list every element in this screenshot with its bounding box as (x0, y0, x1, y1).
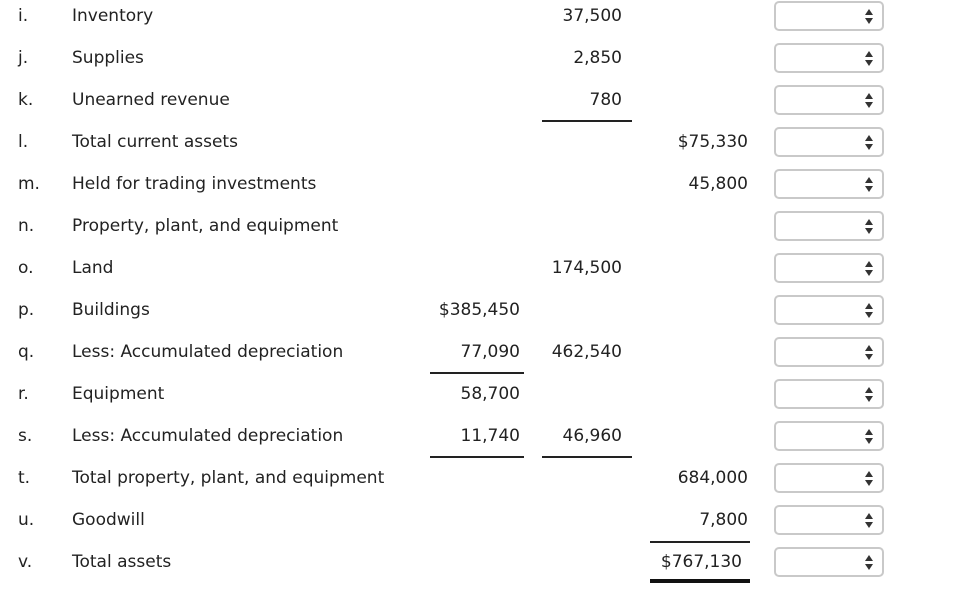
amount-col2: 174,500 (551, 258, 622, 278)
select-arrows-icon (865, 387, 874, 403)
amount-col3 (640, 210, 748, 252)
row-letter: o. (18, 258, 34, 278)
amount-col2: 46,960 (562, 426, 622, 446)
row-letter: q. (18, 342, 35, 362)
amount-col3 (640, 336, 748, 378)
subtotal-rule (542, 456, 632, 458)
row-label: Supplies (72, 48, 144, 68)
classification-dropdown[interactable] (774, 85, 884, 115)
classification-dropdown[interactable] (774, 337, 884, 367)
amount-col1 (420, 210, 520, 252)
select-arrows-icon (865, 345, 874, 361)
table-row (0, 0, 976, 42)
select-arrows-icon (865, 513, 874, 529)
amount-col3: 45,800 (688, 174, 748, 194)
select-arrows-icon (865, 261, 874, 277)
row-label: Land (72, 258, 114, 278)
row-label: Goodwill (72, 510, 145, 530)
select-arrows-icon (865, 219, 874, 235)
amount-col3 (640, 84, 748, 126)
amount-col1 (420, 42, 520, 84)
amount-col3 (640, 0, 748, 42)
row-label: Less: Accumulated depreciation (72, 342, 344, 362)
table-row (0, 252, 976, 294)
table-row (0, 84, 976, 126)
amount-col3 (640, 378, 748, 420)
amount-col1 (420, 168, 520, 210)
row-letter: s. (18, 426, 33, 446)
row-letter: l. (18, 132, 29, 152)
classification-dropdown[interactable] (774, 295, 884, 325)
amount-col2 (530, 378, 622, 420)
classification-dropdown[interactable] (774, 421, 884, 451)
row-letter: p. (18, 300, 35, 320)
classification-dropdown[interactable] (774, 379, 884, 409)
amount-col2 (530, 126, 622, 168)
amount-col3: 684,000 (677, 468, 748, 488)
classification-dropdown[interactable] (774, 127, 884, 157)
select-arrows-icon (865, 303, 874, 319)
select-arrows-icon (865, 177, 874, 193)
amount-col2 (530, 546, 622, 588)
row-letter: i. (18, 6, 29, 26)
amount-col1 (420, 546, 520, 588)
amount-col1 (420, 0, 520, 42)
amount-col1: 58,700 (460, 384, 520, 404)
table-row (0, 504, 976, 546)
amount-col1 (420, 84, 520, 126)
amount-col1 (420, 126, 520, 168)
row-letter: j. (18, 48, 29, 68)
row-label: Held for trading investments (72, 174, 317, 194)
row-label: Unearned revenue (72, 90, 230, 110)
amount-col3 (640, 294, 748, 336)
select-arrows-icon (865, 429, 874, 445)
amount-col2: 780 (589, 90, 622, 110)
row-letter: u. (18, 510, 35, 530)
amount-col2: 37,500 (562, 6, 622, 26)
amount-col1 (420, 252, 520, 294)
amount-col1 (420, 504, 520, 546)
row-label: Total property, plant, and equipment (72, 468, 385, 488)
classification-dropdown[interactable] (774, 463, 884, 493)
select-arrows-icon (865, 555, 874, 571)
subtotal-rule (430, 456, 524, 458)
table-row (0, 126, 976, 168)
amount-col3: $75,330 (677, 132, 748, 152)
amount-col1 (420, 462, 520, 504)
select-arrows-icon (865, 9, 874, 25)
amount-col2: 2,850 (573, 48, 622, 68)
select-arrows-icon (865, 471, 874, 487)
amount-col3 (640, 420, 748, 462)
classification-dropdown[interactable] (774, 1, 884, 31)
classification-dropdown[interactable] (774, 505, 884, 535)
select-arrows-icon (865, 51, 874, 67)
row-letter: n. (18, 216, 35, 236)
select-arrows-icon (865, 135, 874, 151)
row-letter: t. (18, 468, 31, 488)
row-label: Buildings (72, 300, 150, 320)
amount-col1: $385,450 (438, 300, 520, 320)
table-row (0, 42, 976, 84)
amount-col1: 77,090 (460, 342, 520, 362)
subtotal-rule (650, 541, 750, 543)
row-label: Less: Accumulated depreciation (72, 426, 344, 446)
row-label: Total current assets (72, 132, 238, 152)
amount-col3: $767,130 (660, 552, 742, 572)
amount-col2 (530, 168, 622, 210)
row-label: Equipment (72, 384, 165, 404)
table-row (0, 546, 976, 588)
table-row (0, 168, 976, 210)
row-letter: v. (18, 552, 33, 572)
double-total-rule (650, 579, 750, 583)
amount-col2 (530, 462, 622, 504)
row-label: Inventory (72, 6, 154, 26)
row-letter: k. (18, 90, 34, 110)
row-letter: r. (18, 384, 29, 404)
amount-col3 (640, 42, 748, 84)
table-row (0, 210, 976, 252)
classification-dropdown[interactable] (774, 211, 884, 241)
classification-dropdown[interactable] (774, 253, 884, 283)
row-label: Total assets (72, 552, 172, 572)
amount-col1: 11,740 (460, 426, 520, 446)
amount-col2: 462,540 (551, 342, 622, 362)
amount-col2 (530, 294, 622, 336)
amount-col2 (530, 210, 622, 252)
table-row (0, 378, 976, 420)
table-row (0, 294, 976, 336)
amount-col3 (640, 252, 748, 294)
amount-col2 (530, 504, 622, 546)
subtotal-rule (542, 120, 632, 122)
table-row (0, 462, 976, 504)
select-arrows-icon (865, 93, 874, 109)
classification-dropdown[interactable] (774, 169, 884, 199)
row-label: Property, plant, and equipment (72, 216, 339, 236)
row-letter: m. (18, 174, 40, 194)
subtotal-rule (430, 372, 524, 374)
classification-dropdown[interactable] (774, 43, 884, 73)
amount-col3: 7,800 (699, 510, 748, 530)
classification-dropdown[interactable] (774, 547, 884, 577)
